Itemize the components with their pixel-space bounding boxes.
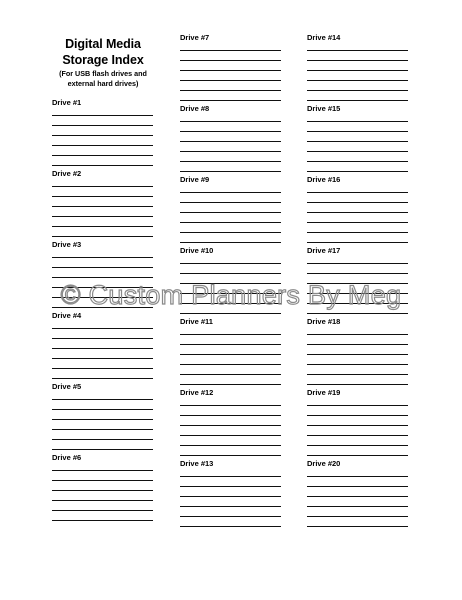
write-in-line xyxy=(52,206,153,207)
write-in-line xyxy=(180,273,281,274)
drive-section xyxy=(180,33,281,42)
write-in-line xyxy=(307,171,408,172)
write-in-line xyxy=(180,364,281,365)
write-in-line xyxy=(307,80,408,81)
write-in-line xyxy=(180,354,281,355)
write-in-line xyxy=(180,415,281,416)
drive-section xyxy=(180,388,281,397)
drive-label: Drive #14 xyxy=(307,33,341,42)
write-in-line xyxy=(307,344,408,345)
write-in-line xyxy=(307,516,408,517)
write-in-line xyxy=(180,486,281,487)
write-in-line xyxy=(52,186,153,187)
write-in-line xyxy=(180,222,281,223)
write-in-line xyxy=(307,161,408,162)
write-in-line xyxy=(180,384,281,385)
write-in-line xyxy=(180,374,281,375)
write-in-line xyxy=(180,141,281,142)
write-in-line xyxy=(180,171,281,172)
write-in-line xyxy=(52,500,153,501)
write-in-line xyxy=(307,202,408,203)
write-in-line xyxy=(307,242,408,243)
drive-label: Drive #1 xyxy=(52,98,82,107)
write-in-line xyxy=(180,425,281,426)
write-in-line xyxy=(307,100,408,101)
write-in-line xyxy=(307,212,408,213)
write-in-line xyxy=(52,409,153,410)
write-in-line xyxy=(307,263,408,264)
write-in-line xyxy=(180,192,281,193)
write-in-line xyxy=(307,445,408,446)
write-in-line xyxy=(180,242,281,243)
write-in-line xyxy=(180,445,281,446)
drive-section xyxy=(307,388,408,397)
write-in-line xyxy=(52,439,153,440)
drive-label: Drive #18 xyxy=(307,317,341,326)
drive-label: Drive #6 xyxy=(52,453,82,462)
write-in-line xyxy=(52,257,153,258)
drive-label: Drive #16 xyxy=(307,175,341,184)
write-in-line xyxy=(52,216,153,217)
title-block xyxy=(50,36,156,89)
drive-section xyxy=(307,459,408,468)
write-in-line xyxy=(180,334,281,335)
drive-label: Drive #20 xyxy=(307,459,341,468)
write-in-line xyxy=(307,435,408,436)
drive-section xyxy=(52,382,153,391)
drive-label: Drive #13 xyxy=(180,459,214,468)
write-in-line xyxy=(180,496,281,497)
write-in-line xyxy=(180,100,281,101)
write-in-line xyxy=(307,354,408,355)
write-in-line xyxy=(307,60,408,61)
drive-section xyxy=(52,311,153,320)
drive-label: Drive #4 xyxy=(52,311,82,320)
drive-section xyxy=(180,175,281,184)
write-in-line xyxy=(180,80,281,81)
write-in-line xyxy=(52,348,153,349)
write-in-line xyxy=(52,449,153,450)
write-in-line xyxy=(52,368,153,369)
write-in-line xyxy=(180,263,281,264)
write-in-line xyxy=(180,70,281,71)
drive-section xyxy=(52,453,153,462)
write-in-line xyxy=(180,313,281,314)
drive-label: Drive #11 xyxy=(180,317,213,326)
write-in-line xyxy=(52,480,153,481)
write-in-line xyxy=(52,470,153,471)
write-in-line xyxy=(307,222,408,223)
drive-label: Drive #17 xyxy=(307,246,341,255)
drive-section xyxy=(52,169,153,178)
drive-label: Drive #5 xyxy=(52,382,82,391)
write-in-line xyxy=(307,232,408,233)
drive-section xyxy=(180,104,281,113)
drive-section xyxy=(307,175,408,184)
drive-label: Drive #7 xyxy=(180,33,210,42)
drive-section xyxy=(307,246,408,255)
write-in-line xyxy=(52,236,153,237)
write-in-line xyxy=(52,358,153,359)
drive-section xyxy=(307,104,408,113)
write-in-line xyxy=(52,125,153,126)
write-in-line xyxy=(307,486,408,487)
write-in-line xyxy=(307,273,408,274)
write-in-line xyxy=(180,50,281,51)
write-in-line xyxy=(52,399,153,400)
drive-section xyxy=(180,459,281,468)
write-in-line xyxy=(307,496,408,497)
write-in-line xyxy=(52,328,153,329)
write-in-line xyxy=(52,510,153,511)
drive-section xyxy=(307,317,408,326)
drive-section xyxy=(307,33,408,42)
write-in-line xyxy=(180,232,281,233)
write-in-line xyxy=(52,419,153,420)
drive-label: Drive #12 xyxy=(180,388,214,397)
write-in-line xyxy=(307,313,408,314)
write-in-line xyxy=(180,121,281,122)
write-in-line xyxy=(180,131,281,132)
write-in-line xyxy=(52,145,153,146)
write-in-line xyxy=(307,415,408,416)
write-in-line xyxy=(307,364,408,365)
drive-label: Drive #2 xyxy=(52,169,82,178)
drive-label: Drive #10 xyxy=(180,246,214,255)
drive-label: Drive #19 xyxy=(307,388,341,397)
write-in-line xyxy=(52,135,153,136)
write-in-line xyxy=(307,50,408,51)
write-in-line xyxy=(52,520,153,521)
write-in-line xyxy=(52,196,153,197)
write-in-line xyxy=(180,202,281,203)
write-in-line xyxy=(180,212,281,213)
write-in-line xyxy=(52,378,153,379)
page-title-line-2: Storage Index xyxy=(62,53,144,67)
drive-label: Drive #8 xyxy=(180,104,210,113)
copyright-watermark: © Custom Planners By Meg xyxy=(60,280,402,310)
write-in-line xyxy=(52,226,153,227)
write-in-line xyxy=(180,90,281,91)
write-in-line xyxy=(52,338,153,339)
write-in-line xyxy=(307,334,408,335)
page-subtitle-line-1: (For USB flash drives and xyxy=(59,69,147,78)
write-in-line xyxy=(307,405,408,406)
write-in-line xyxy=(52,165,153,166)
write-in-line xyxy=(307,131,408,132)
drive-section xyxy=(180,317,281,326)
write-in-line xyxy=(180,526,281,527)
write-in-line xyxy=(307,476,408,477)
write-in-line xyxy=(180,455,281,456)
write-in-line xyxy=(180,516,281,517)
write-in-line xyxy=(307,506,408,507)
write-in-line xyxy=(307,425,408,426)
write-in-line xyxy=(307,151,408,152)
write-in-line xyxy=(307,121,408,122)
write-in-line xyxy=(307,70,408,71)
drive-section xyxy=(52,240,153,249)
write-in-line xyxy=(52,429,153,430)
drive-label: Drive #15 xyxy=(307,104,341,113)
page-subtitle-line-2: external hard drives) xyxy=(67,79,139,88)
write-in-line xyxy=(307,526,408,527)
write-in-line xyxy=(180,476,281,477)
write-in-line xyxy=(52,115,153,116)
write-in-line xyxy=(52,277,153,278)
drive-label: Drive #9 xyxy=(180,175,210,184)
write-in-line xyxy=(180,161,281,162)
write-in-line xyxy=(52,490,153,491)
write-in-line xyxy=(307,90,408,91)
write-in-line xyxy=(52,155,153,156)
write-in-line xyxy=(307,192,408,193)
drive-label: Drive #3 xyxy=(52,240,82,249)
write-in-line xyxy=(180,60,281,61)
write-in-line xyxy=(307,384,408,385)
write-in-line xyxy=(180,344,281,345)
write-in-line xyxy=(180,435,281,436)
drive-section xyxy=(180,246,281,255)
write-in-line xyxy=(307,374,408,375)
write-in-line xyxy=(180,506,281,507)
write-in-line xyxy=(307,455,408,456)
page-title-line-1: Digital Media xyxy=(65,37,141,51)
write-in-line xyxy=(180,405,281,406)
write-in-line xyxy=(52,267,153,268)
write-in-line xyxy=(307,141,408,142)
write-in-line xyxy=(180,151,281,152)
drive-section xyxy=(52,98,153,107)
